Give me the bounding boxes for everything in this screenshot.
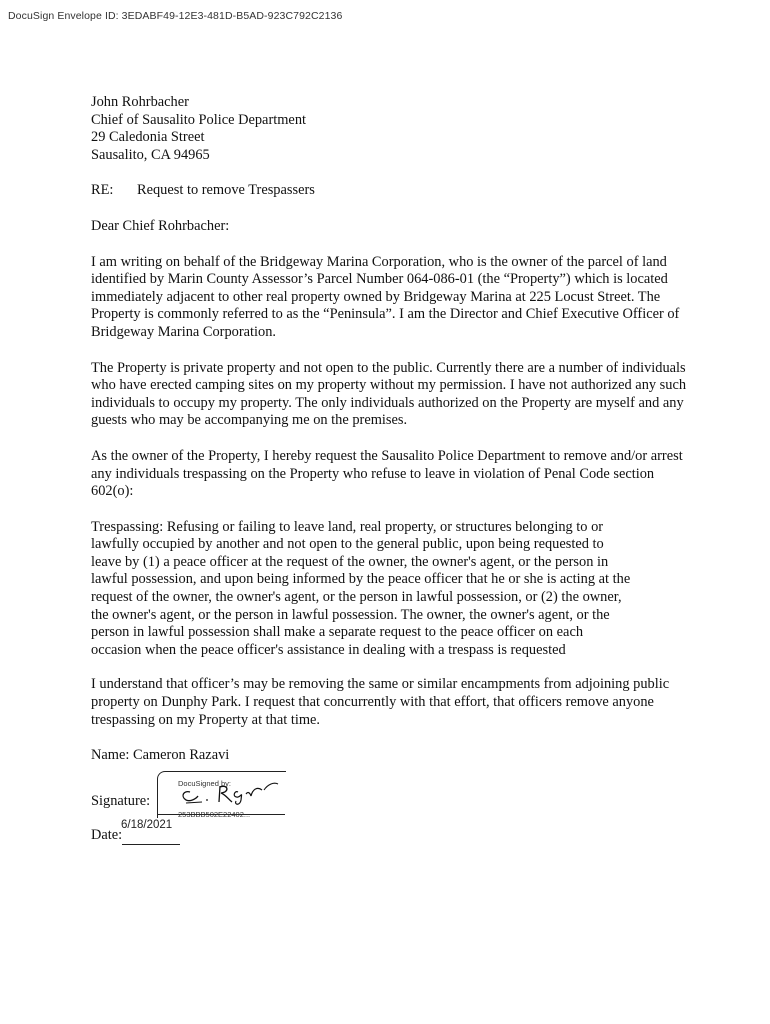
salutation: Dear Chief Rohrbacher: xyxy=(91,217,230,234)
docusigned-by-label: DocuSigned by: xyxy=(178,778,231,788)
name-line xyxy=(91,747,691,765)
paragraph-private-property: The Property is private property and not open to the public. Currently there are a number of individuals who have erected camping sites on my property without my permission. I have not authorized any such individuals to occupy my property. The only individuals authorized on the Property are myself and any guests who may be accompanying me on the premises. xyxy=(91,359,687,429)
re-subject: Request to remove Trespassers xyxy=(137,182,315,199)
signature-line xyxy=(91,778,691,819)
letter-body xyxy=(91,94,691,845)
name-label: Name: xyxy=(91,747,133,764)
date-label: Date: xyxy=(91,827,123,844)
docusign-envelope-id: DocuSign Envelope ID: 3EDABF49-12E3-481D-B5AD-923C792C2136 xyxy=(8,10,343,22)
recipient-name: John Rohrbacher xyxy=(91,94,189,110)
signature-underline xyxy=(157,814,285,815)
name-value: Cameron Razavi xyxy=(132,747,230,764)
handwritten-signature xyxy=(176,778,284,808)
penal-code-quote: Trespassing: Refusing or failing to leave land, real property, or structures belonging to or lawfully occupied by another and not open to the general public, upon being requested to leave by (1) a peace officer at the request of the owner, the owner's agent, or the person in lawful possession, and upon being informed by the peace officer that he or she is acting at the request of the owner, the owner's agent, or the person in lawful possession, or (2) the owner, the owner's agent, or the person in lawful possession. The owner, the owner's agent, or the person in lawful possession shall make a separate request to the peace officer on each occasion when the peace officer's assistance in dealing with a trespass is requested xyxy=(91,518,631,658)
recipient-address xyxy=(91,94,691,164)
docusign-signature-box xyxy=(157,771,286,818)
re-label: RE: xyxy=(91,182,114,199)
recipient-title: Chief of Sausalito Police Department xyxy=(91,111,307,128)
date-line xyxy=(91,819,691,845)
recipient-city: Sausalito, CA 94965 xyxy=(91,146,210,163)
date-value: 6/18/2021 xyxy=(121,819,173,832)
recipient-street: 29 Caledonia Street xyxy=(91,129,205,146)
re-line xyxy=(91,182,691,200)
signature-label: Signature: xyxy=(91,792,151,809)
signature-hash: 253BBB502E22402... xyxy=(178,809,251,819)
paragraph-request: As the owner of the Property, I hereby request the Sausalito Police Department to remove and/or arrest any individuals trespassing on the Property who refuse to leave in violation of Penal Code section 602(o): xyxy=(91,447,683,500)
paragraph-ownership: I am writing on behalf of the Bridgeway Marina Corporation, who is the owner of the parcel of land identified by Marin County Assessor’s Parcel Number 064-086-01 (the “Property”) which is located immediately adjacent to other real property owned by Bridgeway Marina at 225 Locust Street. The Property is commonly referred to as the “Peninsula”. I am the Director and Chief Executive Officer of Bridgeway Marina Corporation. xyxy=(91,253,680,340)
paragraph-encampments: I understand that officer’s may be removing the same or similar encampments from adjoining public property on Dunphy Park. I request that concurrently with that effort, that officers remove anyone trespassing on my Property at that time. xyxy=(91,676,670,728)
